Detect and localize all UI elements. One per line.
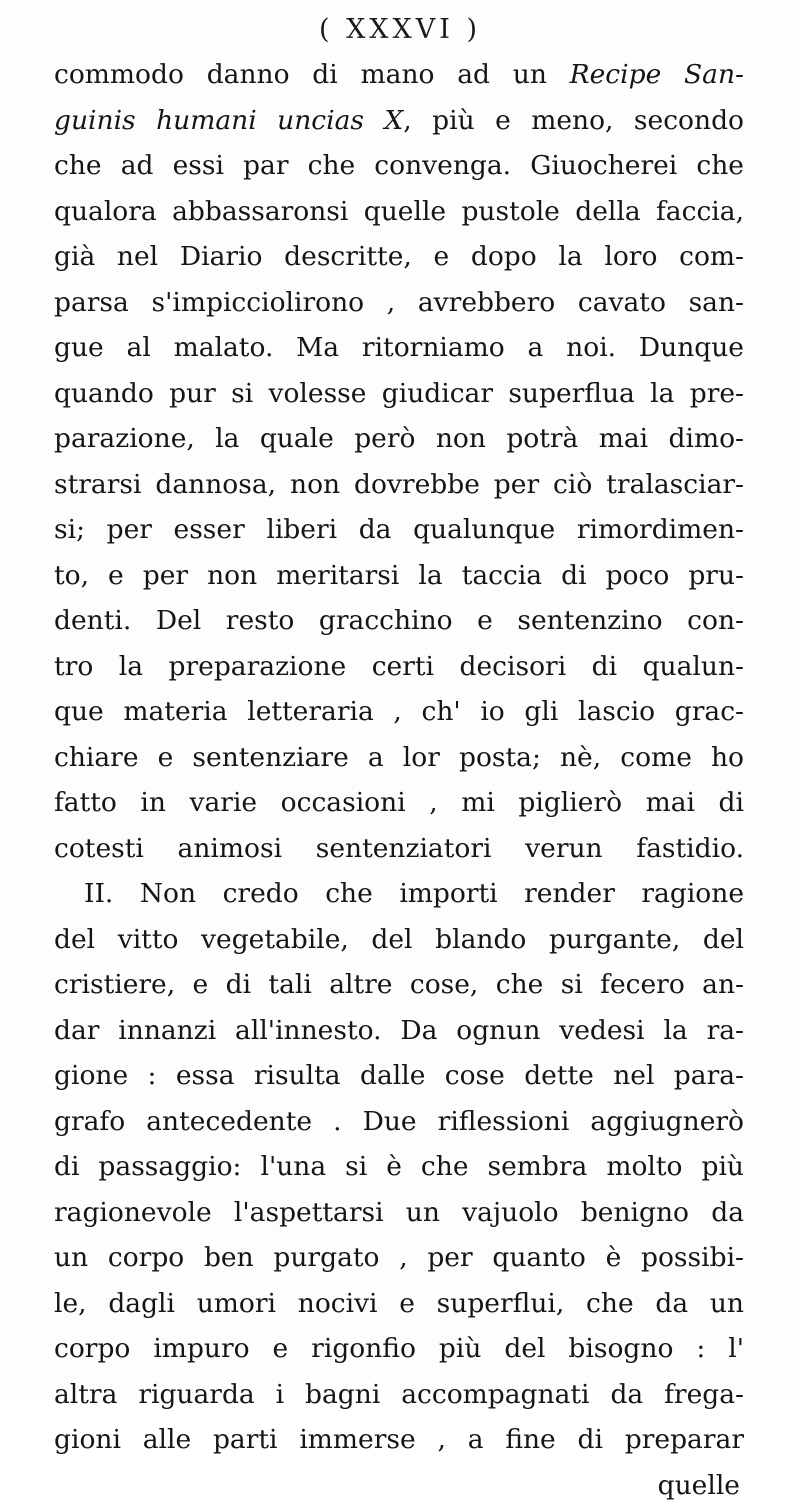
text-run: to, e per non meritarsi la taccia di poco pru- (54, 560, 744, 591)
text-run: cristiere, e di tali altre cose, che si fecero an- (54, 969, 744, 1000)
text-line (54, 644, 744, 690)
text-line (54, 1144, 744, 1190)
text-line (54, 98, 744, 144)
text-run: , più e meno, secondo (403, 105, 744, 136)
text-run: fatto in varie occasioni , mi piglierò mai di (54, 787, 744, 818)
text-line (54, 1053, 744, 1099)
text-line (54, 1099, 744, 1145)
text-run: gue al malato. Ma ritorniamo a noi. Dunque (54, 332, 744, 363)
text-run: del vitto vegetabile, del blando purgante, del (54, 924, 744, 955)
text-line (54, 780, 744, 826)
text-run: qualora abbassaronsi quelle pustole della faccia, (54, 196, 744, 227)
text-run: grafo antecedente . Due riflessioni aggiugnerò (54, 1106, 744, 1137)
text-line (54, 280, 744, 326)
text-line (54, 962, 744, 1008)
text-run: altra riguarda i bagni accompagnati da frega- (54, 1379, 744, 1410)
text-line (54, 1008, 744, 1054)
text-run: gione : essa risulta dalle cose dette nel para- (54, 1060, 744, 1091)
text-line (54, 553, 744, 599)
running-head-page-number: ( XXXVI ) (0, 10, 800, 50)
italic-text-run: guinis humani uncias X (54, 105, 403, 136)
text-line (54, 1190, 744, 1236)
text-run: si; per esser liberi da qualunque rimordimen- (54, 514, 744, 545)
text-line (54, 462, 744, 508)
text-line (54, 598, 744, 644)
text-line (54, 917, 744, 963)
body-text (54, 52, 744, 1508)
text-run: chiare e sentenziare a lor posta; nè, come ho (54, 742, 744, 773)
text-run: dar innanzi all'innesto. Da ognun vedesi la ra- (54, 1015, 744, 1046)
text-line (54, 371, 744, 417)
text-line (54, 234, 744, 280)
text-run: cotesti animosi sentenziatori verun fastidio. (54, 833, 744, 864)
text-line (54, 1326, 744, 1372)
text-run: strarsi dannosa, non dovrebbe per ciò tralasciar- (54, 469, 744, 500)
text-run: di passaggio: l'una si è che sembra molto più (54, 1151, 744, 1182)
text-line (54, 735, 744, 781)
text-run: corpo impuro e rigonfio più del bisogno : l' (54, 1333, 744, 1364)
text-run: tro la preparazione certi decisori di qualun- (54, 651, 744, 682)
text-line (54, 416, 744, 462)
text-run: denti. Del resto gracchino e sentenzino con- (54, 605, 744, 636)
text-line (54, 143, 744, 189)
text-line (54, 507, 744, 553)
text-run: commodo danno di mano ad un (54, 59, 570, 90)
text-line (54, 325, 744, 371)
text-line (54, 189, 744, 235)
text-line (54, 52, 744, 98)
text-run: ragionevole l'aspettarsi un vajuolo benigno da (54, 1197, 744, 1228)
text-run: parazione, la quale però non potrà mai dimo- (54, 423, 744, 454)
text-run: que materia letteraria , ch' io gli lascio grac- (54, 696, 744, 727)
text-run: che ad essi par che convenga. Giuocherei che (54, 150, 744, 181)
text-run: quando pur si volesse giudicar superflua la pre- (54, 378, 744, 409)
text-run: II. Non credo che importi render ragione (84, 878, 744, 909)
text-line (54, 1372, 744, 1418)
text-run: parsa s'impicciolirono , avrebbero cavato san- (54, 287, 744, 318)
text-line (54, 1417, 744, 1463)
text-run: gioni alle parti immerse , a fine di preparar (54, 1424, 744, 1455)
text-run: già nel Diario descritte, e dopo la loro com- (54, 241, 744, 272)
text-line (54, 1281, 744, 1327)
text-line (54, 689, 744, 735)
text-run: un corpo ben purgato , per quanto è possibi- (54, 1242, 744, 1273)
text-line (54, 1235, 744, 1281)
text-run: le, dagli umori nocivi e superflui, che da un (54, 1288, 744, 1319)
catchword: quelle (54, 1463, 744, 1508)
text-line (54, 826, 744, 872)
text-line (54, 871, 744, 917)
italic-text-run: Recipe San- (570, 59, 744, 90)
